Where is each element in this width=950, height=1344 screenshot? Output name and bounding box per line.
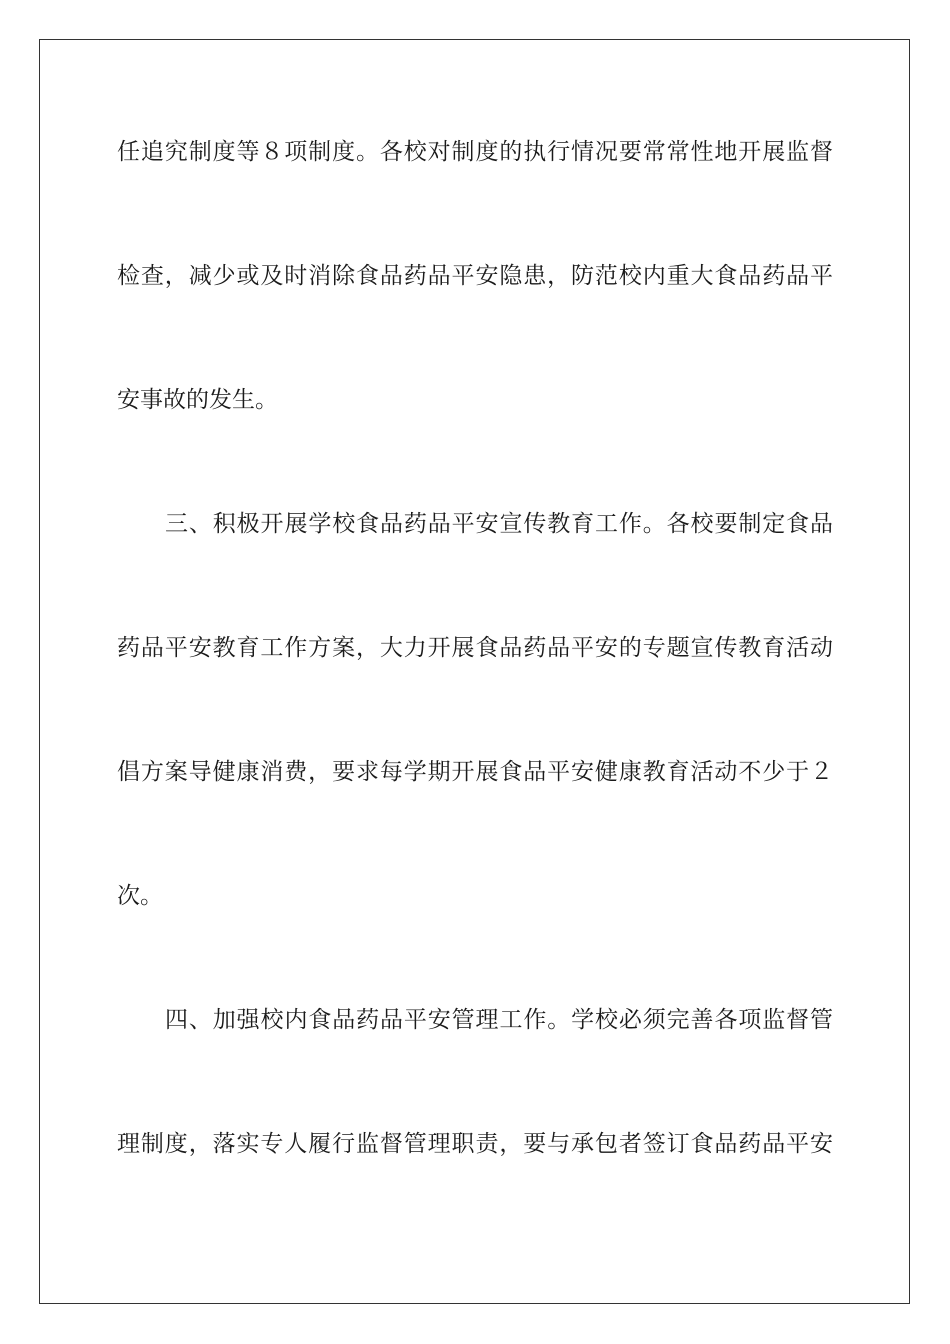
paragraph-line: 检查，减少或及时消除食品药品平安隐患，防范校内重大食品药品平 — [117, 263, 833, 289]
paragraph-heading-line: 四、加强校内食品药品平安管理工作。学校必须完善各项监督管 — [165, 1007, 833, 1033]
paragraph-line: 理制度，落实专人履行监督管理职责，要与承包者签订食品药品平安 — [117, 1131, 833, 1157]
paragraph-line: 安事故的发生。 — [117, 387, 278, 413]
paragraph-line: 次。 — [117, 883, 163, 909]
paragraph-line: 药品平安教育工作方案，大力开展食品药品平安的专题宣传教育活动 — [117, 635, 833, 661]
paragraph-line: 倡方案导健康消费，要求每学期开展食品平安健康教育活动不少于２ — [117, 759, 833, 785]
paragraph-heading-line: 三、积极开展学校食品药品平安宣传教育工作。各校要制定食品 — [165, 511, 833, 537]
paragraph-line: 任追究制度等８项制度。各校对制度的执行情况要常常性地开展监督 — [117, 139, 833, 165]
page-border — [39, 39, 910, 1304]
